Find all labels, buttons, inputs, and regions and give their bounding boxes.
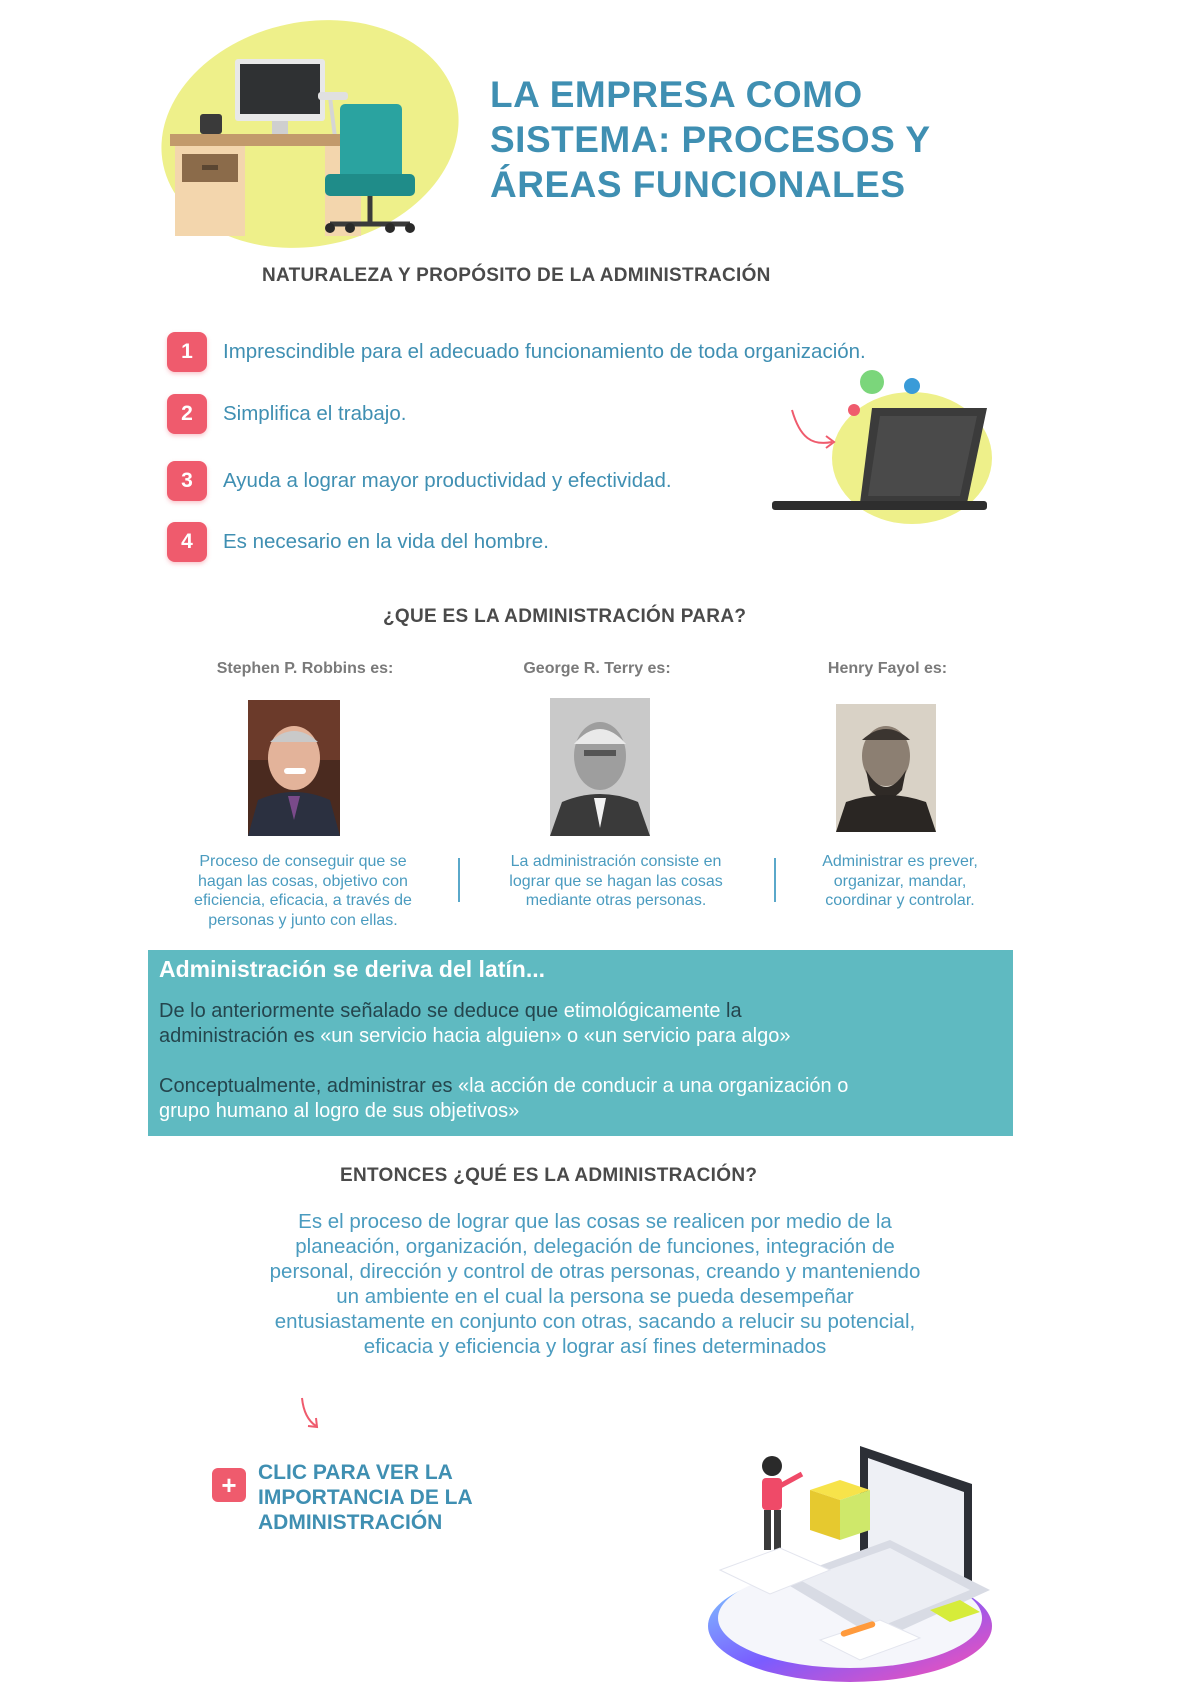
latin-text: Conceptualmente, administrar es xyxy=(159,1075,459,1097)
quote-line: lograr que se hagan las cosas xyxy=(509,872,723,890)
definition-line: eficacia y eficiencia y lograr así fines determinados xyxy=(363,1335,827,1358)
title-line-1: LA EMPRESA COMO xyxy=(490,74,863,115)
list-item xyxy=(167,332,866,372)
author-photo-terry xyxy=(550,698,650,836)
list-item-text: Imprescindible para el adecuado funcionamiento de toda organización. xyxy=(223,340,866,363)
author-photo-fayol xyxy=(836,704,936,832)
quote-line: hagan las cosas, objetivo con xyxy=(198,872,408,890)
definition-line: entusiastamente en conjunto con otras, sacando a relucir su potencial, xyxy=(274,1310,916,1333)
cta-link[interactable] xyxy=(258,1460,558,1535)
naturaleza-heading: NATURALEZA Y PROPÓSITO DE LA ADMINISTRACIÓN xyxy=(262,265,771,286)
quote-line: mediante otras personas. xyxy=(525,892,707,909)
latin-text: la xyxy=(720,1000,742,1022)
cta-line: CLIC PARA VER LA xyxy=(258,1461,453,1484)
list-item-text: Es necesario en la vida del hombre. xyxy=(223,530,549,553)
latin-highlight: «la acción de conducir a una organización o xyxy=(458,1075,849,1097)
plus-icon[interactable]: + xyxy=(212,1468,246,1502)
divider xyxy=(774,858,776,902)
cta-line: ADMINISTRACIÓN xyxy=(258,1511,443,1534)
definition-line: planeación, organización, delegación de funciones, integración de xyxy=(295,1235,895,1258)
list-item xyxy=(167,394,406,434)
quote-line: personas y junto con ellas. xyxy=(208,911,398,929)
quote-line: eficiencia, eficacia, a través de xyxy=(194,892,412,909)
arrow-icon xyxy=(296,1396,326,1432)
latin-paragraph-2 xyxy=(159,1074,1004,1124)
list-item-text: Simplifica el trabajo. xyxy=(223,402,407,425)
number-badge: 4 xyxy=(167,522,207,562)
latin-paragraph-1 xyxy=(159,999,1004,1049)
author-quote xyxy=(158,852,448,930)
list-item-text: Ayuda a lograr mayor productividad y efectividad. xyxy=(223,469,672,492)
laptop-illustration xyxy=(772,368,1004,538)
quote-line: coordinar y controlar. xyxy=(825,892,975,909)
title-line-3: ÁREAS FUNCIONALES xyxy=(490,164,906,205)
quote-line: organizar, mandar, xyxy=(833,872,967,890)
number-badge: 1 xyxy=(167,332,207,372)
latin-title: Administración se deriva del latín... xyxy=(159,956,546,982)
author-quote xyxy=(478,852,754,911)
desk-illustration xyxy=(150,14,460,254)
author-name: Henry Fayol es: xyxy=(827,660,948,677)
definition-text xyxy=(190,1209,1000,1359)
definition-line: personal, dirección y control de otras personas, creando y manteniendo xyxy=(269,1260,921,1283)
list-item xyxy=(167,522,549,562)
author-name: George R. Terry es: xyxy=(523,660,671,677)
latin-highlight: «un servicio hacia alguien» o «un servicio para algo» xyxy=(320,1025,791,1047)
latin-highlight: grupo humano al logro de sus objetivos» xyxy=(159,1100,520,1122)
latin-highlight: etimológicamente xyxy=(563,1000,721,1022)
isometric-laptop-illustration xyxy=(690,1430,1010,1688)
definition-line: Es el proceso de lograr que las cosas se realicen por medio de la xyxy=(298,1210,892,1233)
latin-text: De lo anteriormente señalado se deduce que xyxy=(159,1000,564,1022)
author-photo-robbins xyxy=(248,700,340,836)
author-name: Stephen P. Robbins es: xyxy=(216,660,394,677)
list-item xyxy=(167,461,672,501)
latin-text: administración es xyxy=(159,1025,321,1047)
que-es-heading: ¿QUE ES LA ADMINISTRACIÓN PARA? xyxy=(383,606,747,627)
author-quote xyxy=(790,852,1010,911)
number-badge: 3 xyxy=(167,461,207,501)
divider xyxy=(458,858,460,902)
title-line-2: SISTEMA: PROCESOS Y xyxy=(490,119,931,160)
definition-line: un ambiente en el cual la persona se pueda desempeñar xyxy=(336,1285,854,1308)
quote-line: Administrar es prever, xyxy=(822,853,978,870)
number-badge: 2 xyxy=(167,394,207,434)
cta-line: IMPORTANCIA DE LA xyxy=(258,1486,473,1509)
page-title xyxy=(490,72,1010,207)
quote-line: Proceso de conseguir que se xyxy=(199,853,407,870)
entonces-heading: ENTONCES ¿QUÉ ES LA ADMINISTRACIÓN? xyxy=(340,1165,758,1186)
quote-line: La administración consiste en xyxy=(510,853,722,870)
